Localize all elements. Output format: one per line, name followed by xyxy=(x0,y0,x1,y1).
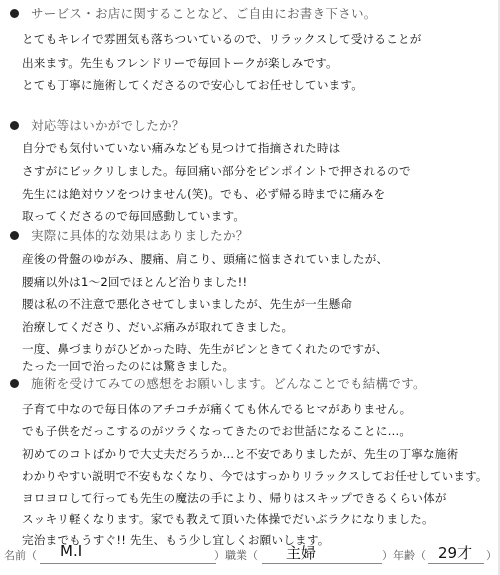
answer-line: とてもキレイで雰囲気も落ちついているので、リラックスして受けることが xyxy=(22,32,422,46)
name-value: M.I xyxy=(60,542,83,560)
answer-line: とても丁寧に施術してくださるので安心してお任せしています。 xyxy=(22,78,364,92)
answer-line: 腰は私の不注意で悪化させてしまいましたが、先生が一生懸命 xyxy=(22,297,353,311)
question-row xyxy=(10,6,377,20)
question-row xyxy=(10,228,249,242)
name-label: 名前（ xyxy=(4,549,37,562)
answer-line: ヨロヨロして行っても先生の魔法の手により、帰りはスキップできるくらい体が xyxy=(22,491,447,505)
answer-line: 一度、鼻づまりがひどかった時、先生がピンときてくれたのですが、 xyxy=(22,342,388,356)
bullet-icon xyxy=(10,379,19,388)
answer-line: たった一回で治ったのには驚きました。 xyxy=(22,359,235,373)
answer-line: さすがにビックリしました。毎回痛い部分をピンポイントで押されるので xyxy=(22,164,411,178)
answer-line: 腰痛以外は1～2回でほとんど治りました!! xyxy=(22,275,248,289)
bullet-icon xyxy=(10,231,19,240)
answer-line: 自分でも気付いていない痛みなども見つけて指摘された時は xyxy=(22,141,341,155)
answer-line: 初めてのコトばかりで大丈夫だろうか…と不安でありましたが、先生の丁寧な施術 xyxy=(22,447,459,461)
question-text: 実際に具体的な効果はありましたか？ xyxy=(31,228,249,243)
question-row xyxy=(10,376,426,390)
occupation-value: 主婦 xyxy=(286,544,317,562)
question-text: 対応等はいかがでしたか？ xyxy=(31,118,185,133)
answer-line: でも子供をだっこするのがツラくなってきたのでお世話になることに…。 xyxy=(22,424,412,438)
answer-line: 取ってくださるので毎回感動しています。 xyxy=(22,209,246,223)
answer-line: 出来ます。先生もフレンドリーで毎回トークが楽しみです。 xyxy=(22,56,338,70)
answer-line: 完治までもうすぐ!! 先生、もう少し宜しくお願いします。 xyxy=(22,533,330,547)
answer-line: 治療してくださり、だいぶ痛みが取れてきました。 xyxy=(22,320,294,334)
close-paren: ） xyxy=(486,549,497,562)
question-text: 施術を受けてみての感想をお願いします。どんなことでも結構です。 xyxy=(31,376,426,391)
answer-line: 産後の骨盤のゆがみ、腰痛、肩こり、頭痛に悩まされていましたが、 xyxy=(22,252,389,266)
question-row xyxy=(10,118,185,132)
age-label: ）年齢（ xyxy=(382,549,426,562)
answer-line: 子育て中なので毎日体のアチコチが痛くても休んでるヒマがありません。 xyxy=(22,402,412,416)
respondent-info xyxy=(0,536,500,570)
occupation-label: ）職業（ xyxy=(214,549,258,562)
question-text: サービス・お店に関することなど、ご自由にお書き下さい。 xyxy=(31,6,377,21)
age-value: 29才 xyxy=(438,544,473,562)
age-underline xyxy=(428,563,484,564)
answer-line: 先生には絶対ウソをつけません(笑)。でも、必ず帰る時までに痛みを xyxy=(22,187,386,201)
answer-line: スッキリ軽くなります。家でも教えて頂いた体操でだいぶラクになりました。 xyxy=(22,512,434,526)
occupation-underline xyxy=(262,563,382,564)
bullet-icon xyxy=(10,9,19,18)
answer-line: わかりやすい説明で不安もなくなり、今ではすっかりリラックスしてお任せしています。 xyxy=(22,469,488,483)
name-underline xyxy=(40,563,216,564)
bullet-icon xyxy=(10,121,19,130)
